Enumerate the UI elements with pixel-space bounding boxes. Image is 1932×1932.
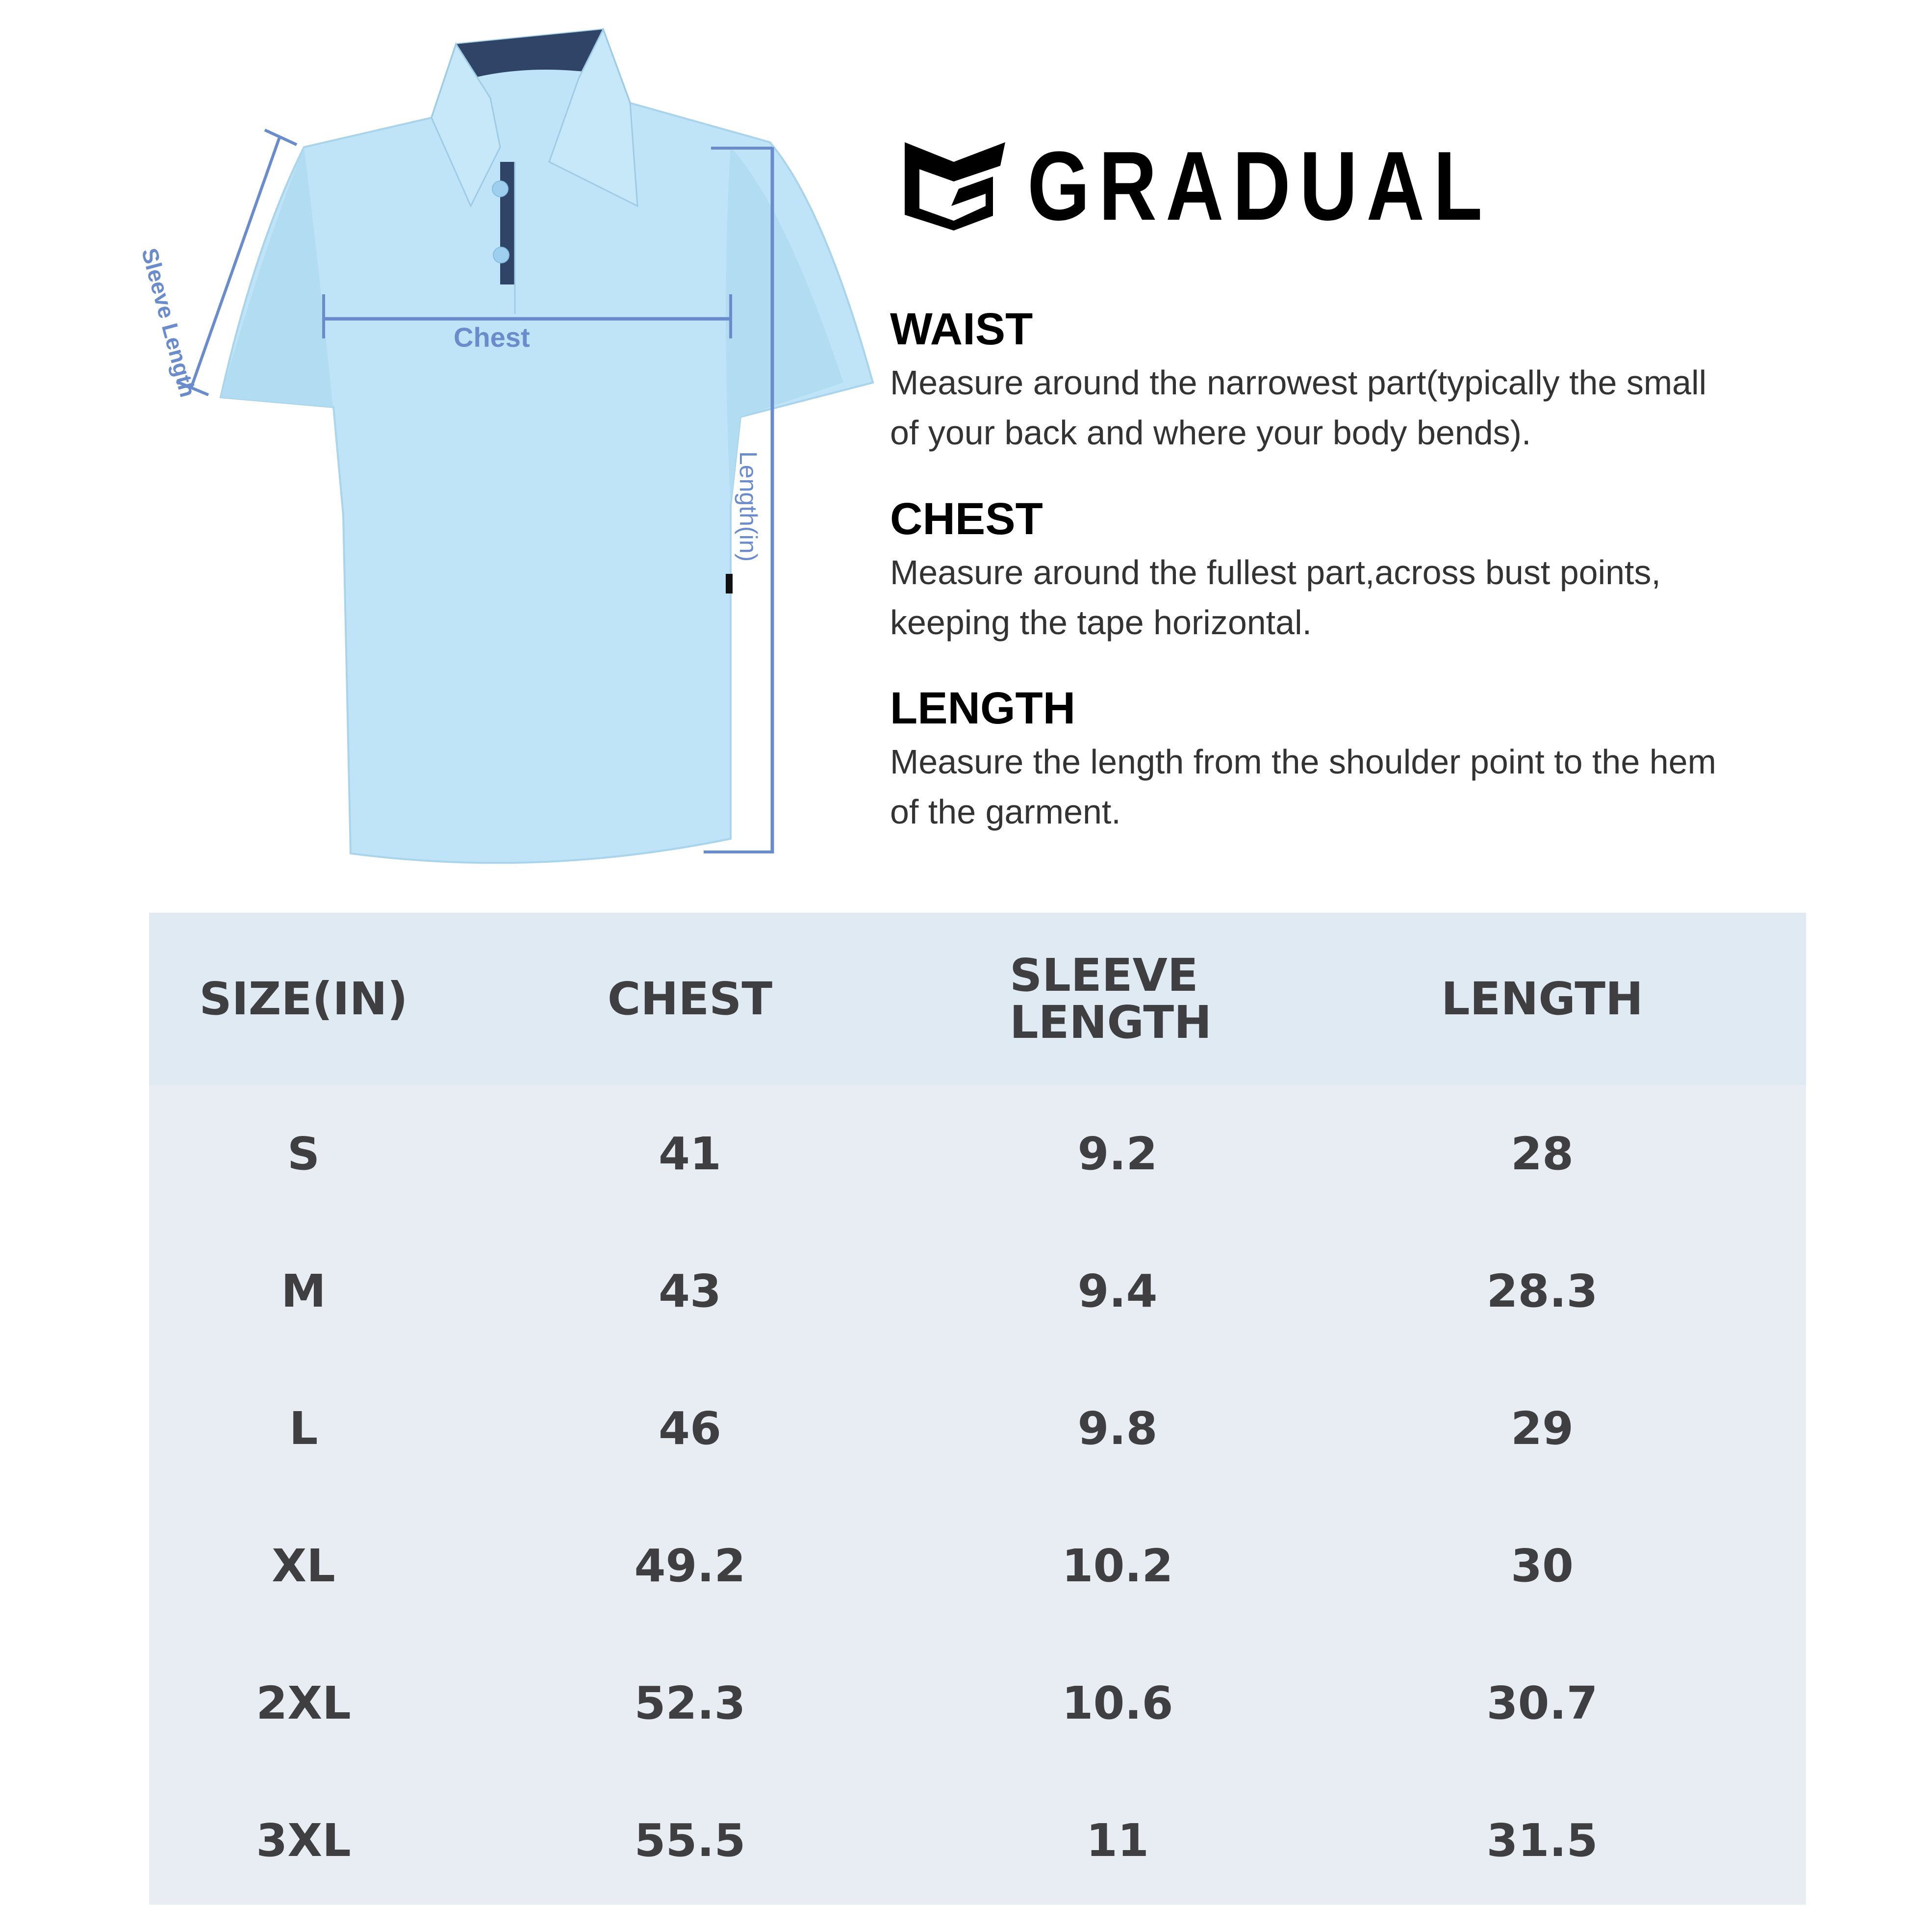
cell-size: S bbox=[287, 1127, 320, 1180]
guide-length-line2: of the garment. bbox=[890, 793, 1121, 831]
cell-length: 28.3 bbox=[1486, 1264, 1598, 1317]
cell-size: 2XL bbox=[256, 1676, 351, 1729]
header-size: SIZE(IN) bbox=[199, 972, 408, 1025]
polo-shirt-icon bbox=[0, 0, 883, 883]
guide-length-text bbox=[890, 737, 1822, 837]
header-sleeve-length bbox=[1010, 913, 1225, 1085]
table-row bbox=[149, 1222, 1806, 1360]
guide-waist-text bbox=[890, 358, 1822, 458]
guide-length-title: LENGTH bbox=[890, 683, 1076, 733]
guide-waist-title: WAIST bbox=[890, 304, 1033, 354]
chest-measure-label: Chest bbox=[454, 322, 530, 353]
cell-length: 30.7 bbox=[1486, 1676, 1598, 1729]
guide-chest-text bbox=[890, 547, 1822, 647]
cell-sleeve: 10.6 bbox=[1062, 1676, 1173, 1729]
guide-chest-line2: keeping the tape horizontal. bbox=[890, 603, 1312, 642]
table-row bbox=[149, 1772, 1806, 1909]
cell-chest: 41 bbox=[658, 1127, 722, 1180]
cell-length: 30 bbox=[1510, 1539, 1574, 1592]
cell-chest: 52.3 bbox=[634, 1676, 746, 1729]
guide-length bbox=[890, 683, 1822, 837]
table-row bbox=[149, 1360, 1806, 1497]
table-row bbox=[149, 1085, 1806, 1222]
guide-length-line1: Measure the length from the shoulder point to the hem bbox=[890, 743, 1716, 781]
header-chest: CHEST bbox=[607, 972, 773, 1025]
brand-logo bbox=[905, 131, 1593, 241]
cell-size: M bbox=[281, 1264, 326, 1317]
guide-chest bbox=[890, 496, 1822, 647]
cell-chest: 55.5 bbox=[634, 1814, 746, 1867]
table-header bbox=[149, 913, 1806, 1085]
guide-waist bbox=[890, 304, 1822, 458]
cell-sleeve: 9.2 bbox=[1077, 1127, 1158, 1180]
header-sleeve-line2: LENGTH bbox=[1010, 996, 1212, 1049]
cell-length: 29 bbox=[1510, 1402, 1574, 1455]
sleeve-length-measure-label: Sleeve Length bbox=[136, 245, 201, 400]
brand-name: GRADUAL bbox=[1027, 131, 1492, 241]
size-chart-table bbox=[149, 913, 1806, 1905]
cell-sleeve: 9.8 bbox=[1077, 1402, 1158, 1455]
cell-length: 28 bbox=[1510, 1127, 1574, 1180]
guide-waist-line2: of your back and where your body bends). bbox=[890, 413, 1531, 452]
cell-sleeve: 10.2 bbox=[1062, 1539, 1173, 1592]
guide-waist-line1: Measure around the narrowest part(typically the small bbox=[890, 363, 1707, 402]
cell-chest: 49.2 bbox=[634, 1539, 746, 1592]
cell-size: XL bbox=[272, 1539, 335, 1592]
cell-sleeve: 9.4 bbox=[1077, 1264, 1158, 1317]
table-row bbox=[149, 1634, 1806, 1772]
guide-chest-title: CHEST bbox=[890, 494, 1043, 544]
cell-sleeve: 11 bbox=[1086, 1814, 1149, 1867]
guide-chest-line1: Measure around the fullest part,across bust points, bbox=[890, 553, 1661, 592]
header-sleeve-line1: SLEEVE bbox=[1010, 949, 1198, 1002]
gradual-shield-logo-icon bbox=[905, 142, 1008, 231]
cell-chest: 43 bbox=[658, 1264, 722, 1317]
cell-length: 31.5 bbox=[1486, 1814, 1598, 1867]
cell-size: L bbox=[289, 1402, 318, 1455]
header-length: LENGTH bbox=[1441, 972, 1644, 1025]
table-row bbox=[149, 1497, 1806, 1634]
length-measure-label: Length(in) bbox=[735, 451, 762, 562]
shirt-illustration bbox=[0, 0, 883, 883]
cell-chest: 46 bbox=[658, 1402, 722, 1455]
cell-size: 3XL bbox=[256, 1814, 351, 1867]
